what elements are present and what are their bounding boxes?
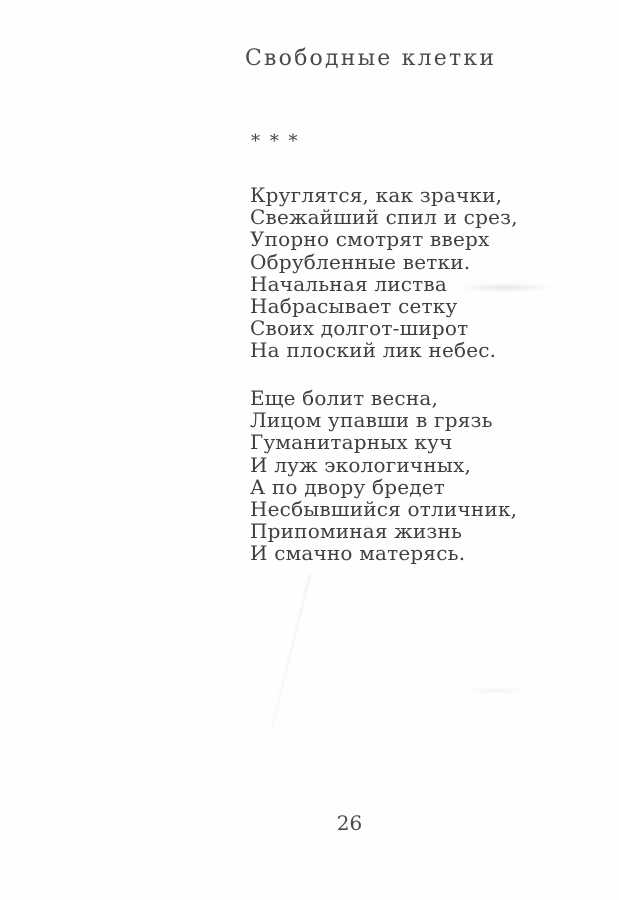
poem-line: Упорно смотрят вверх [250, 227, 490, 252]
poem-line: Гуманитарных куч [250, 430, 453, 455]
scan-smudge [460, 687, 530, 694]
poem-line: И луж экологичных, [250, 452, 472, 477]
poem-stanza-1 [250, 184, 518, 362]
poem-line: Набрасывает сетку [250, 294, 458, 319]
scan-crease [271, 574, 311, 728]
section-marker: * * * [251, 131, 300, 152]
poem-line: Несбывшийся отличник, [250, 497, 518, 522]
poem-line: Еще болит весна, [250, 386, 439, 410]
poem-line: На плоский лик небес. [250, 338, 497, 363]
poem-line: Начальная листва [250, 271, 448, 296]
poem-line: Свежайший спил и срез, [250, 205, 518, 230]
page-number: 26 [336, 811, 363, 835]
poem-stanza-2 [250, 387, 517, 565]
page-title: Свободные клетки [245, 46, 497, 71]
poem-line: Своих долгот-широт [250, 316, 469, 341]
poem-line: А по двору бредет [250, 474, 446, 499]
poem-line: Припоминая жизнь [250, 519, 463, 544]
poem-line: Лицом упавши в грязь [250, 408, 493, 433]
poem-line: И смачно матерясь. [250, 541, 466, 566]
poem-line: Круглятся, как зрачки, [250, 183, 503, 207]
poem-line: Обрубленные ветки. [250, 249, 471, 274]
